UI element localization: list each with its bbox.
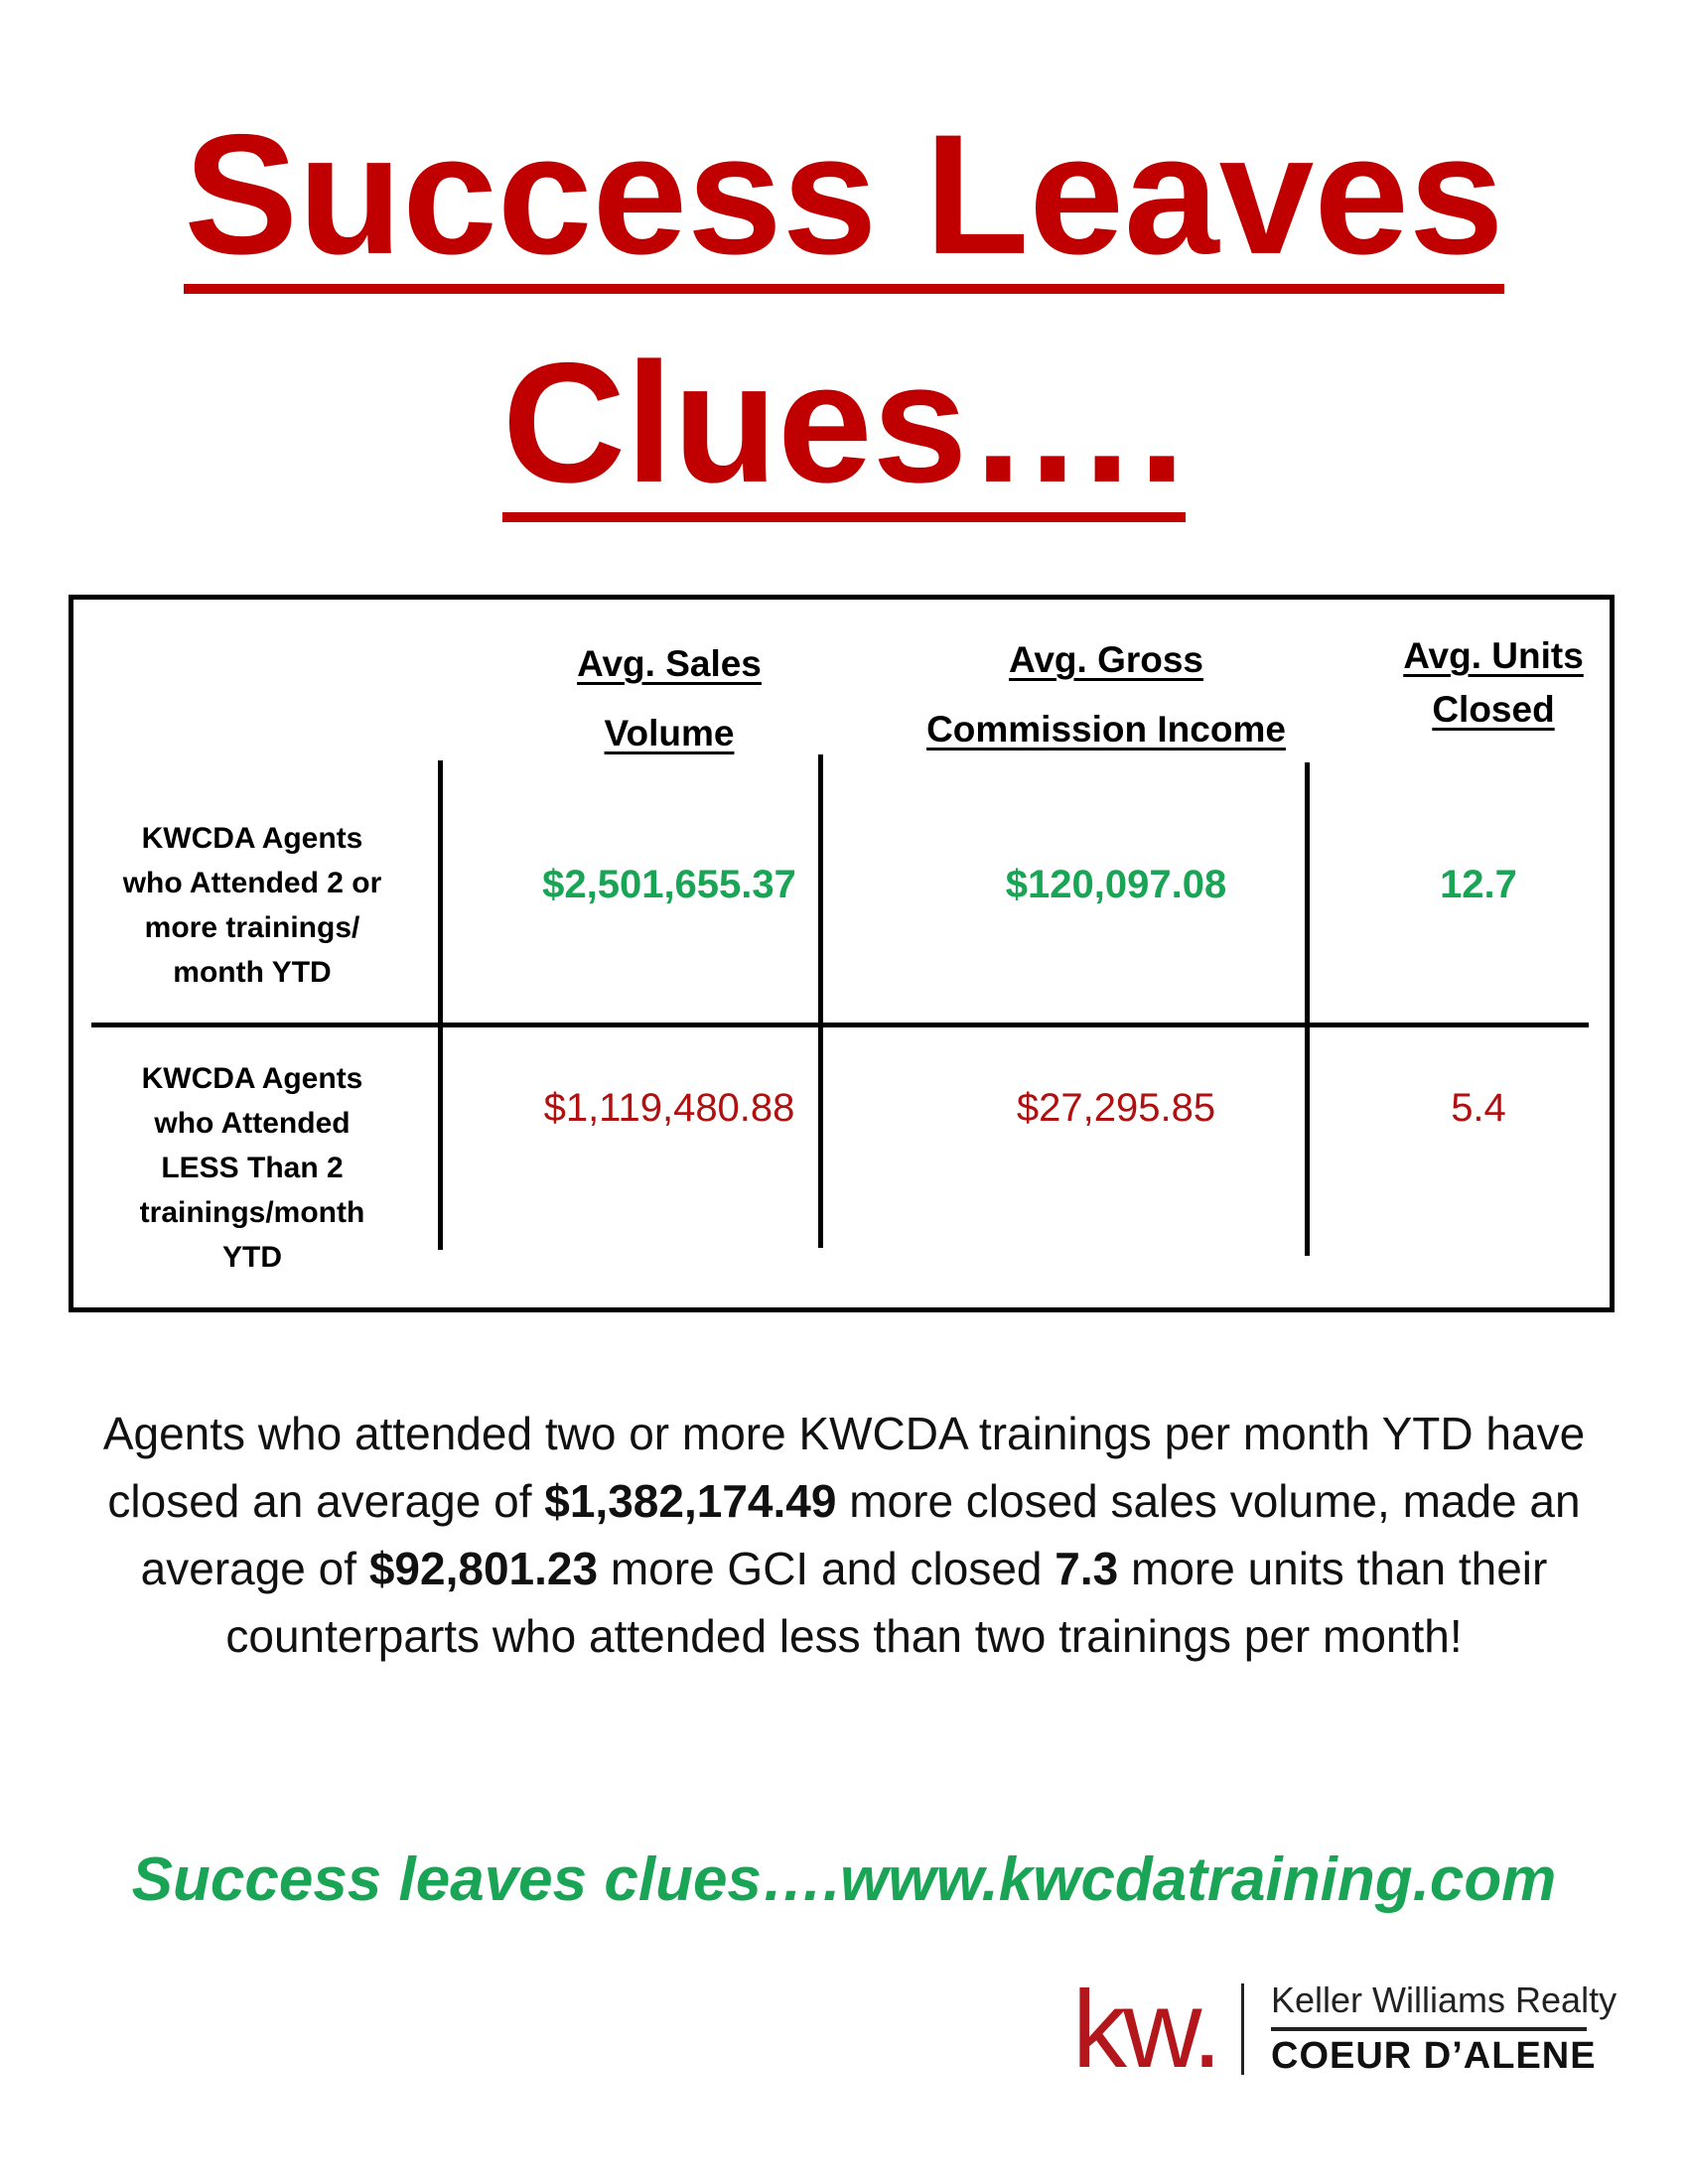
cell-row1-gci: $120,097.08 (1005, 863, 1227, 906)
keller-williams-logo (1072, 1969, 1618, 2091)
row-label-attended-2-or-more: KWCDA Agents who Attended 2 or more trainings/ month YTD (122, 822, 382, 989)
cell-row2-gci: $27,295.85 (1016, 1086, 1216, 1130)
tagline-website: Success leaves clues….www.kwcdatraining.com (131, 1845, 1557, 1914)
page-title-line-1: Success Leaves (0, 109, 1688, 294)
cell-row1-units: 12.7 (1440, 863, 1517, 906)
summary-gci-diff: $92,801.23 (368, 1543, 599, 1594)
table-divider-vertical-3 (1305, 762, 1310, 1256)
cell-row1-sales-volume: $2,501,655.37 (542, 863, 796, 906)
table-divider-vertical-1 (438, 760, 443, 1250)
summary-units-diff: 7.3 (1055, 1543, 1119, 1594)
logo-office-name: COEUR D’ALENE (1271, 2035, 1597, 2077)
cell-row2-sales-volume: $1,119,480.88 (543, 1086, 795, 1130)
cell-row2-units: 5.4 (1451, 1086, 1506, 1130)
comparison-table (69, 595, 1615, 1312)
logo-divider (1241, 1983, 1244, 2075)
row-label-attended-less-than-2: KWCDA Agents who Attended LESS Than 2 trainings/month YTD (139, 1062, 365, 1274)
kw-logo-mark: kw. (1072, 1969, 1218, 2091)
summary-sales-diff: $1,382,174.49 (544, 1475, 837, 1527)
logo-company-name: Keller Williams Realty (1271, 1979, 1618, 2020)
page-title-line-2: Clues…. (0, 338, 1688, 522)
summary-paragraph: Agents who attended two or more KWCDA trainings per month YTD have closed an average of $1,382,174.49 more closed sales volume, made an average of $92,801.23 more GCI and closed 7.3 more units than their counterparts who attended less than two trainings per month! (102, 1408, 1586, 1662)
table-divider-vertical-2 (818, 754, 823, 1248)
header-avg-sales-volume: Avg. Sales Volume (577, 643, 762, 753)
logo-rule (1271, 2027, 1587, 2031)
header-avg-units-closed: Avg. Units Closed (1403, 635, 1584, 730)
header-avg-gci: Avg. Gross Commission Income (926, 639, 1286, 750)
table-divider-horizontal (91, 1023, 1589, 1027)
